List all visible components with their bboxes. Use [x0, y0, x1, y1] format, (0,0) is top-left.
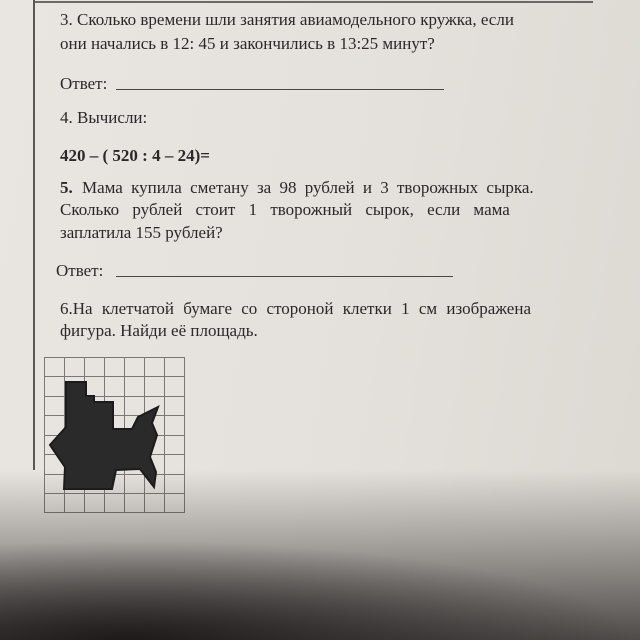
q5-text-line2: Сколько рублей стоит 1 творожный сырок, если мама — [60, 200, 510, 219]
q5-text-line3: заплатила 155 рублей? — [60, 223, 223, 242]
q3-text-line2: они начались в 12: 45 и закончились в 13:25 минут? — [60, 34, 435, 53]
q5-answer-label: Ответ: — [56, 261, 104, 280]
q5-text-line1: Мама купила сметану за 98 рублей и 3 творожных сырка. — [82, 178, 534, 197]
q3-answer-line[interactable] — [116, 89, 444, 90]
q5-number: 5. — [60, 178, 73, 197]
q4-expression: 420 – ( 520 : 4 – 24)= — [60, 146, 210, 165]
top-border-line — [33, 1, 593, 3]
left-margin-line — [33, 0, 35, 470]
q6-text-line2: фигура. Найди её площадь. — [60, 321, 258, 340]
q6-text-line1: 6.На клетчатой бумаге со стороной клетки 1 см изображена — [60, 299, 531, 318]
q4-title: 4. Вычисли: — [60, 108, 148, 127]
shadow-overlay-corner — [0, 540, 640, 640]
q5-answer-line[interactable] — [116, 276, 453, 277]
q3-text-line1: 3. Сколько времени шли занятия авиамодельного кружка, если — [60, 10, 514, 29]
q3-answer-label: Ответ: — [60, 74, 108, 93]
